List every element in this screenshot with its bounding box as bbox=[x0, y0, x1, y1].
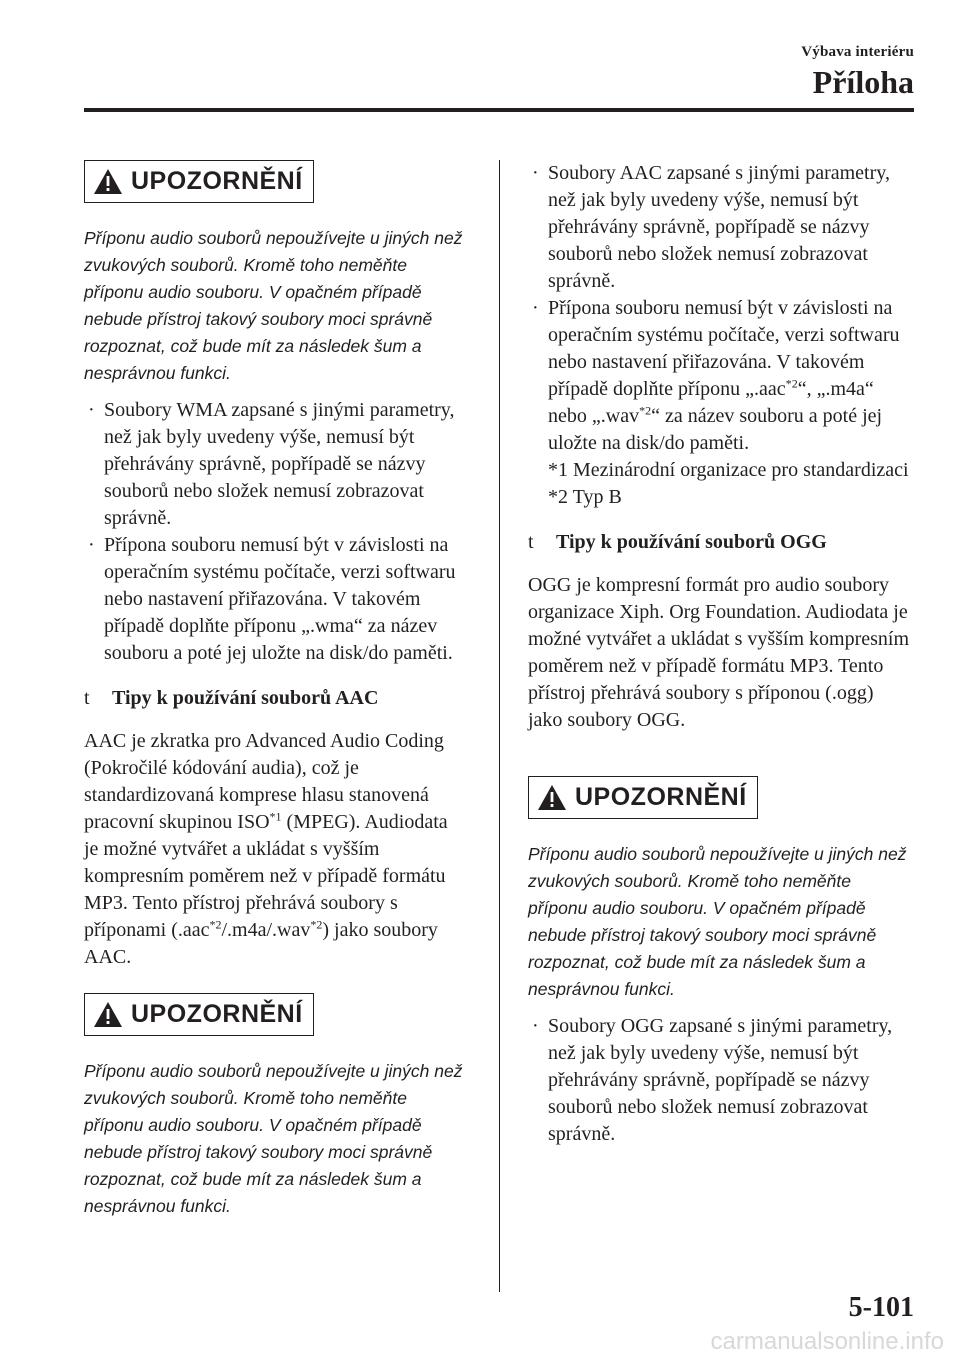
aac-heading bbox=[84, 685, 466, 712]
left-column bbox=[84, 160, 466, 1230]
ogg-heading bbox=[528, 529, 910, 556]
warning-triangle-icon bbox=[537, 784, 567, 811]
ogg-heading-text: Tipy k používání souborů OGG bbox=[556, 531, 827, 553]
warning-box bbox=[528, 776, 758, 819]
watermark: carmanualsonline.info bbox=[710, 1328, 944, 1355]
aac-paragraph: AAC je zkratka pro Advanced Audio Coding (Pokročilé kódování audia), což je standardizovaná komprese hlasu stanovená pracovní skupinou ISO$^{*1}$ (MPEG). Audiodata je možné vytvářet a ukládat s vyšším kompresním poměrem než v případě formátu MP3. Tento přístroj přehrává soubory s příponami (.aac$^{*2}$/.m4a/.wav$^{*2}$) jako soubory AAC. bbox=[84, 730, 448, 968]
header-rule bbox=[84, 108, 914, 112]
page-number: 5-101 bbox=[848, 1292, 914, 1323]
warning-label: UPOZORNĚNÍ bbox=[131, 1000, 303, 1028]
warning-label: UPOZORNĚNÍ bbox=[575, 783, 747, 811]
warning-text: Příponu audio souborů nepoužívejte u jiných než zvukových souborů. Kromě toho neměňte příponu audio souboru. V opačném případě nebude přístroj takový soubory moci správně rozpoznat, což bude mít za následek šum a nesprávnou funkci. bbox=[84, 228, 463, 383]
footnote: *2 Typ B bbox=[548, 486, 622, 508]
aac-heading-text: Tipy k používání souborů AAC bbox=[112, 687, 379, 709]
warning-label: UPOZORNĚNÍ bbox=[131, 167, 303, 195]
warning-triangle-icon bbox=[93, 1001, 123, 1028]
list-item: · Přípona souboru nemusí být v závislosti na operačním systému počítače, verzi softwaru nebo nastavení přiřazována. V takovém případě doplňte příponu „.wma“ za název souboru a poté jej uložte na disk/do paměti. bbox=[84, 532, 466, 667]
list-item: · Soubory OGG zapsané s jinými parametry, než jak byly uvedeny výše, nemusí být přehrávány správně, popřípadě se názvy souborů nebo složek nemusí zobrazovat správně. bbox=[528, 1013, 910, 1148]
heading-marker: t bbox=[528, 531, 534, 553]
heading-marker: t bbox=[84, 687, 90, 709]
warning-triangle-icon bbox=[93, 168, 123, 195]
list-item: · Soubory WMA zapsané s jinými parametry, než jak byly uvedeny výše, nemusí být přehrávány správně, popřípadě se názvy souborů nebo složek nemusí zobrazovat správně. bbox=[84, 397, 466, 532]
warning-box bbox=[84, 160, 314, 203]
chapter-title: Příloha bbox=[812, 64, 914, 100]
warning-box bbox=[84, 993, 314, 1036]
right-column bbox=[528, 160, 910, 1148]
list-item: · Přípona souboru nemusí být v závislosti na operačním systému počítače, verzi softwaru nebo nastavení přiřazována. V takovém případě doplňte příponu „.aac$^{*2}$“, „.m4a“ nebo „.wav$^{*2}$“ za název souboru a poté jej uložte na disk/do paměti. bbox=[528, 295, 910, 457]
footnote: *1 Mezinárodní organizace pro standardizaci bbox=[548, 459, 909, 481]
ogg-paragraph: OGG je kompresní formát pro audio soubory organizace Xiph. Org Foundation. Audiodata je možné vytvářet a ukládat s vyšším kompresním poměrem než v případě formátu MP3. Tento přístroj přehrává soubory s příponou (.ogg) jako soubory OGG. bbox=[528, 574, 910, 731]
warning-text: Příponu audio souborů nepoužívejte u jiných než zvukových souborů. Kromě toho neměňte příponu audio souboru. V opačném případě nebude přístroj takový soubory moci správně rozpoznat, což bude mít za následek šum a nesprávnou funkci. bbox=[528, 844, 907, 999]
column-divider bbox=[499, 160, 500, 1292]
list-item: · Soubory AAC zapsané s jinými parametry, než jak byly uvedeny výše, nemusí být přehrávány správně, popřípadě se názvy souborů nebo složek nemusí zobrazovat správně. bbox=[528, 160, 910, 295]
section-title: Výbava interiéru bbox=[801, 44, 914, 60]
warning-text: Příponu audio souborů nepoužívejte u jiných než zvukových souborů. Kromě toho neměňte příponu audio souboru. V opačném případě nebude přístroj takový soubory moci správně rozpoznat, což bude mít za následek šum a nesprávnou funkci. bbox=[84, 1061, 463, 1216]
